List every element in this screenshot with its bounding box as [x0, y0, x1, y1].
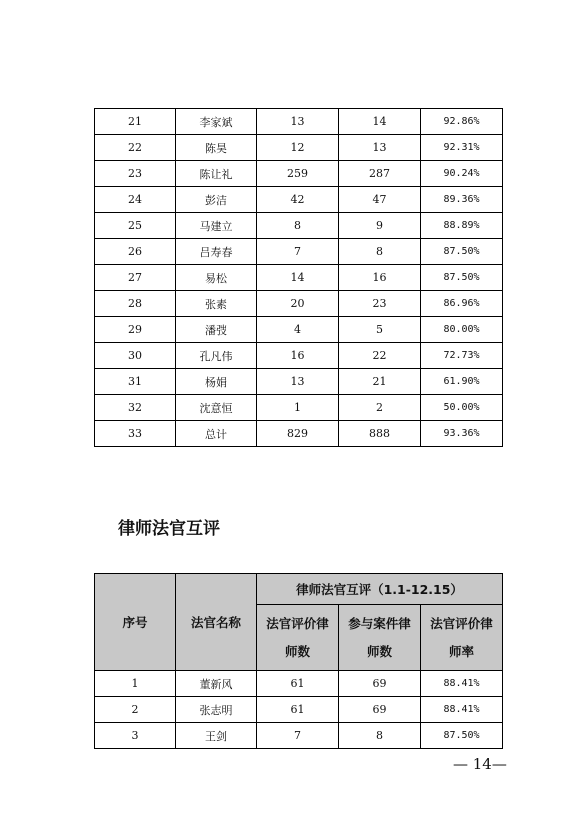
cell-serial-number: 29 [95, 317, 176, 343]
table-row [95, 317, 503, 343]
table-row [95, 265, 503, 291]
header-evaluation-group: 律师法官互评（1.1-12.15） [257, 574, 503, 605]
table-row [95, 161, 503, 187]
cell-rate: 61.90% [421, 369, 503, 395]
cell-serial-number: 2 [95, 697, 176, 723]
cell-count: 7 [257, 723, 339, 749]
cell-count: 1 [257, 395, 339, 421]
lawyer-judge-evaluation-table [94, 573, 503, 749]
cell-rate: 92.31% [421, 135, 503, 161]
cell-judge-name: 总计 [176, 421, 257, 447]
cell-total: 47 [339, 187, 421, 213]
cell-serial-number: 27 [95, 265, 176, 291]
table-row [95, 109, 503, 135]
table-row [95, 343, 503, 369]
header-evaluated-lawyers-line2: 师数 [284, 643, 310, 659]
cell-total: 287 [339, 161, 421, 187]
cell-serial-number: 24 [95, 187, 176, 213]
cell-rate: 88.89% [421, 213, 503, 239]
cell-serial-number: 31 [95, 369, 176, 395]
cell-judge-name: 吕寿春 [176, 239, 257, 265]
table-row [95, 213, 503, 239]
cell-serial-number: 22 [95, 135, 176, 161]
section-heading: 律师法官互评 [118, 519, 220, 539]
cell-count: 16 [257, 343, 339, 369]
cell-total: 9 [339, 213, 421, 239]
header-evaluation-rate-line1: 法官评价律 [430, 615, 493, 631]
cell-count: 13 [257, 369, 339, 395]
table-row [95, 395, 503, 421]
cell-total: 888 [339, 421, 421, 447]
header-evaluated-lawyers [257, 605, 339, 671]
table-row [95, 671, 503, 697]
cell-serial-number: 30 [95, 343, 176, 369]
cell-serial-number: 25 [95, 213, 176, 239]
cell-rate: 89.36% [421, 187, 503, 213]
cell-rate: 80.00% [421, 317, 503, 343]
table-row [95, 239, 503, 265]
cell-count: 829 [257, 421, 339, 447]
cell-serial-number: 28 [95, 291, 176, 317]
cell-total: 8 [339, 723, 421, 749]
table-row [95, 291, 503, 317]
cell-total: 23 [339, 291, 421, 317]
cell-judge-name: 王剑 [176, 723, 257, 749]
cell-serial-number: 23 [95, 161, 176, 187]
header-evaluated-lawyers-line1: 法官评价律 [266, 615, 329, 631]
cell-judge-name: 彭洁 [176, 187, 257, 213]
cell-judge-name: 易松 [176, 265, 257, 291]
table-row [95, 135, 503, 161]
cell-count: 13 [257, 109, 339, 135]
cell-rate: 92.86% [421, 109, 503, 135]
cell-count: 61 [257, 697, 339, 723]
cell-total: 14 [339, 109, 421, 135]
cell-rate: 88.41% [421, 697, 503, 723]
page-number: — 14— [453, 755, 507, 773]
cell-count: 8 [257, 213, 339, 239]
cell-total: 13 [339, 135, 421, 161]
cell-judge-name: 陈让礼 [176, 161, 257, 187]
header-participating-lawyers-line1: 参与案件律 [348, 615, 411, 631]
table-row [95, 697, 503, 723]
cell-judge-name: 张志明 [176, 697, 257, 723]
cell-serial-number: 21 [95, 109, 176, 135]
cell-judge-name: 李家斌 [176, 109, 257, 135]
header-participating-lawyers-line2: 师数 [366, 643, 392, 659]
table-row [95, 369, 503, 395]
cell-count: 20 [257, 291, 339, 317]
cell-count: 42 [257, 187, 339, 213]
cell-total: 2 [339, 395, 421, 421]
header-serial-number: 序号 [95, 574, 176, 671]
header-judge-name: 法官名称 [176, 574, 257, 671]
cell-total: 69 [339, 697, 421, 723]
table-row [95, 421, 503, 447]
cell-judge-name: 沈意恒 [176, 395, 257, 421]
lawyer-judge-evaluation-body [95, 671, 503, 749]
cell-count: 4 [257, 317, 339, 343]
cell-rate: 87.50% [421, 265, 503, 291]
judge-stats-table-body [95, 109, 503, 447]
cell-count: 12 [257, 135, 339, 161]
header-evaluation-rate-line2: 师率 [449, 643, 475, 659]
cell-judge-name: 孔凡伟 [176, 343, 257, 369]
cell-judge-name: 马建立 [176, 213, 257, 239]
cell-judge-name: 董新风 [176, 671, 257, 697]
header-evaluation-rate [421, 605, 503, 671]
cell-serial-number: 1 [95, 671, 176, 697]
cell-serial-number: 26 [95, 239, 176, 265]
cell-total: 69 [339, 671, 421, 697]
cell-judge-name: 张素 [176, 291, 257, 317]
cell-rate: 87.50% [421, 239, 503, 265]
cell-judge-name: 杨娟 [176, 369, 257, 395]
cell-rate: 93.36% [421, 421, 503, 447]
table-row [95, 723, 503, 749]
cell-total: 8 [339, 239, 421, 265]
cell-count: 259 [257, 161, 339, 187]
cell-total: 22 [339, 343, 421, 369]
cell-judge-name: 陈昊 [176, 135, 257, 161]
cell-count: 7 [257, 239, 339, 265]
judge-stats-table-continued [94, 108, 503, 447]
cell-count: 61 [257, 671, 339, 697]
table-row [95, 187, 503, 213]
cell-judge-name: 潘弢 [176, 317, 257, 343]
cell-rate: 90.24% [421, 161, 503, 187]
cell-serial-number: 32 [95, 395, 176, 421]
cell-serial-number: 33 [95, 421, 176, 447]
cell-serial-number: 3 [95, 723, 176, 749]
cell-rate: 87.50% [421, 723, 503, 749]
cell-total: 21 [339, 369, 421, 395]
cell-rate: 88.41% [421, 671, 503, 697]
cell-total: 5 [339, 317, 421, 343]
header-participating-lawyers [339, 605, 421, 671]
cell-rate: 72.73% [421, 343, 503, 369]
cell-rate: 50.00% [421, 395, 503, 421]
cell-rate: 86.96% [421, 291, 503, 317]
cell-count: 14 [257, 265, 339, 291]
cell-total: 16 [339, 265, 421, 291]
